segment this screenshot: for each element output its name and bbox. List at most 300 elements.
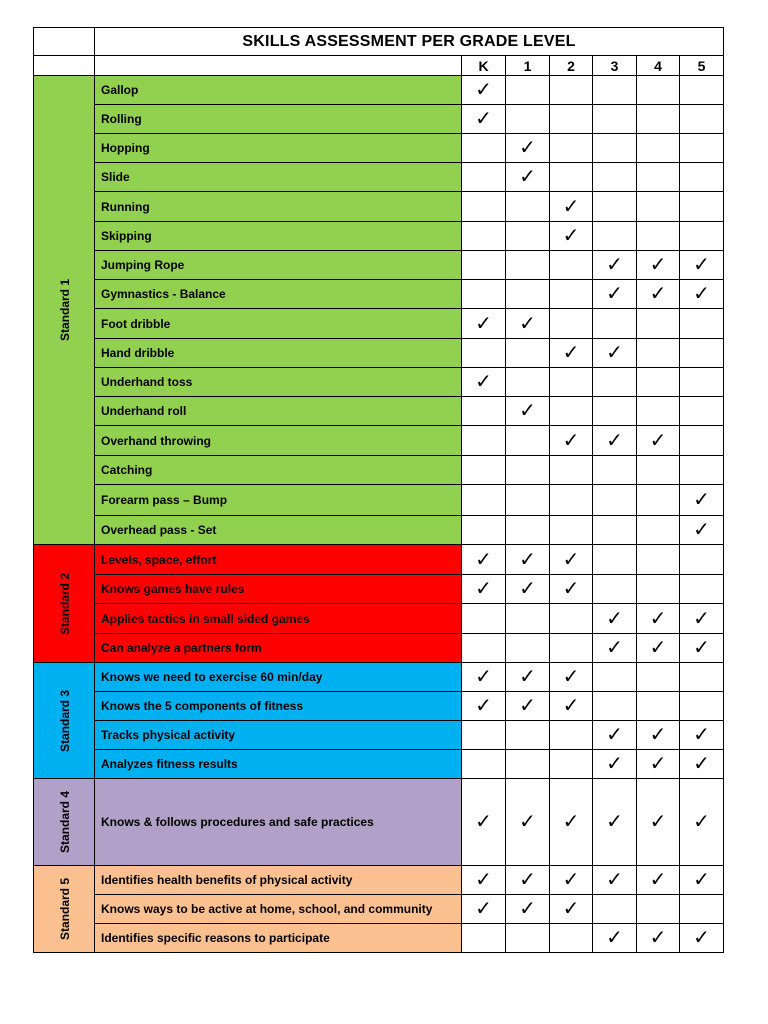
skill-name: Gymnastics - Balance xyxy=(95,280,462,309)
grade-cell-4 xyxy=(637,105,680,134)
grade-cell-2 xyxy=(550,485,593,516)
grade-cell-5 xyxy=(680,192,724,222)
grade-cell-3 xyxy=(593,692,637,721)
grade-cell-3 xyxy=(593,485,637,516)
title-row xyxy=(34,28,724,56)
grade-cell-3 xyxy=(593,895,637,924)
grade-cell-1 xyxy=(506,924,550,953)
grade-cell-4 xyxy=(637,339,680,368)
checkmark-icon: ✓ xyxy=(562,578,580,600)
grade-cell-1 xyxy=(506,339,550,368)
standard-3-label-cell xyxy=(34,663,95,779)
grade-cell-2 xyxy=(550,750,593,779)
checkmark-icon: ✓ xyxy=(693,869,710,891)
checkmark-icon: ✓ xyxy=(519,869,536,891)
checkmark-icon: ✓ xyxy=(606,429,623,452)
grade-cell-3 xyxy=(593,545,637,575)
grade-cell-1 xyxy=(506,368,550,397)
grade-cell-4 xyxy=(637,134,680,163)
checkmark-icon: ✓ xyxy=(475,548,492,571)
grade-cell-4 xyxy=(637,163,680,192)
standard-label: Standard 4 xyxy=(58,790,73,854)
skill-name: Applies tactics in small sided games xyxy=(95,604,462,634)
skill-row xyxy=(34,485,724,516)
grade-cell-1 xyxy=(506,105,550,134)
checkmark-icon: ✓ xyxy=(606,753,623,775)
grade-cell-3 xyxy=(593,604,637,634)
grade-cell-3 xyxy=(593,779,637,866)
grade-cell-2 xyxy=(550,222,593,251)
grade-cell-5 xyxy=(680,76,724,105)
grade-cell-4 xyxy=(637,895,680,924)
skill-name: Running xyxy=(95,192,462,222)
grade-cell-3 xyxy=(593,721,637,750)
checkmark-icon: ✓ xyxy=(606,869,623,891)
grade-cell-4 xyxy=(637,485,680,516)
grade-cell-4 xyxy=(637,309,680,339)
checkmark-icon: ✓ xyxy=(562,869,580,891)
grade-cell-k xyxy=(462,516,506,545)
grade-cell-4 xyxy=(637,397,680,426)
grade-cell-2 xyxy=(550,634,593,663)
skill-name: Hopping xyxy=(95,134,462,163)
checkmark-icon: ✓ xyxy=(606,283,623,305)
grade-cell-3 xyxy=(593,163,637,192)
checkmark-icon: ✓ xyxy=(519,312,536,335)
grade-cell-k xyxy=(462,485,506,516)
standard-4-label-cell xyxy=(34,779,95,866)
standard-label: Standard 5 xyxy=(58,877,73,941)
grade-cell-3 xyxy=(593,76,637,105)
checkmark-icon: ✓ xyxy=(693,927,710,949)
grade-cell-4 xyxy=(637,280,680,309)
grade-cell-1 xyxy=(506,426,550,456)
checkmark-icon: ✓ xyxy=(475,869,492,891)
skills-assessment-table xyxy=(33,27,724,953)
grade-cell-2 xyxy=(550,339,593,368)
checkmark-icon: ✓ xyxy=(475,79,492,101)
grade-cell-k xyxy=(462,222,506,251)
skill-row xyxy=(34,222,724,251)
checkmark-icon: ✓ xyxy=(475,898,492,920)
grade-cell-2 xyxy=(550,545,593,575)
grade-cell-2 xyxy=(550,692,593,721)
grade-cell-5 xyxy=(680,750,724,779)
skill-row xyxy=(34,163,724,192)
checkmark-icon: ✓ xyxy=(475,578,492,600)
grade-cell-k xyxy=(462,634,506,663)
skill-row xyxy=(34,545,724,575)
grade-cell-k xyxy=(462,192,506,222)
grade-cell-1 xyxy=(506,779,550,866)
standard-label: Standard 1 xyxy=(58,278,73,342)
grade-cell-k xyxy=(462,456,506,485)
grade-cell-3 xyxy=(593,634,637,663)
skill-row xyxy=(34,779,724,866)
grade-cell-2 xyxy=(550,309,593,339)
skill-name: Skipping xyxy=(95,222,462,251)
grade-cell-4 xyxy=(637,545,680,575)
standard-2-label-cell xyxy=(34,545,95,663)
grade-cell-2 xyxy=(550,866,593,895)
grade-cell-k xyxy=(462,339,506,368)
skill-name: Forearm pass – Bump xyxy=(95,485,462,516)
checkmark-icon: ✓ xyxy=(693,489,710,511)
grade-cell-5 xyxy=(680,663,724,692)
grade-cell-5 xyxy=(680,516,724,545)
grade-cell-4 xyxy=(637,692,680,721)
skill-name: Knows the 5 components of fitness xyxy=(95,692,462,721)
grade-cell-k xyxy=(462,368,506,397)
skill-name: Gallop xyxy=(95,76,462,105)
grade-cell-3 xyxy=(593,105,637,134)
grade-cell-3 xyxy=(593,251,637,280)
grade-cell-1 xyxy=(506,545,550,575)
grade-cell-5 xyxy=(680,604,724,634)
skill-row xyxy=(34,634,724,663)
grade-cell-2 xyxy=(550,779,593,866)
grade-cell-4 xyxy=(637,368,680,397)
grade-cell-k xyxy=(462,575,506,604)
grade-cell-4 xyxy=(637,251,680,280)
grade-cell-5 xyxy=(680,339,724,368)
skill-row xyxy=(34,575,724,604)
grade-cell-1 xyxy=(506,485,550,516)
grade-cell-5 xyxy=(680,134,724,163)
grade-cell-3 xyxy=(593,750,637,779)
grade-cell-3 xyxy=(593,280,637,309)
grade-header-1: 1 xyxy=(506,56,550,76)
checkmark-icon: ✓ xyxy=(606,637,623,659)
grade-cell-5 xyxy=(680,426,724,456)
grade-cell-2 xyxy=(550,76,593,105)
checkmark-icon: ✓ xyxy=(562,195,580,218)
standard-label: Standard 3 xyxy=(58,689,73,752)
skill-row xyxy=(34,516,724,545)
checkmark-icon: ✓ xyxy=(606,607,623,630)
grade-cell-4 xyxy=(637,634,680,663)
grade-cell-5 xyxy=(680,222,724,251)
grade-cell-1 xyxy=(506,76,550,105)
skill-row xyxy=(34,895,724,924)
checkmark-icon: ✓ xyxy=(475,811,492,833)
checkmark-icon: ✓ xyxy=(519,811,536,833)
grade-cell-k xyxy=(462,750,506,779)
skill-name: Underhand toss xyxy=(95,368,462,397)
skill-name: Identifies specific reasons to participate xyxy=(95,924,462,953)
grade-cell-4 xyxy=(637,192,680,222)
grade-cell-k xyxy=(462,604,506,634)
checkmark-icon: ✓ xyxy=(649,811,667,833)
grade-cell-2 xyxy=(550,924,593,953)
grade-cell-k xyxy=(462,163,506,192)
checkmark-icon: ✓ xyxy=(519,578,536,600)
skill-name: Rolling xyxy=(95,105,462,134)
standard-label: Standard 2 xyxy=(58,572,73,635)
skill-row xyxy=(34,76,724,105)
grade-cell-1 xyxy=(506,222,550,251)
grade-cell-2 xyxy=(550,663,593,692)
grade-cell-3 xyxy=(593,924,637,953)
grade-cell-4 xyxy=(637,575,680,604)
skill-name: Can analyze a partners form xyxy=(95,634,462,663)
grade-cell-2 xyxy=(550,604,593,634)
checkmark-icon: ✓ xyxy=(475,371,492,393)
grade-cell-2 xyxy=(550,575,593,604)
skill-row xyxy=(34,924,724,953)
skill-row xyxy=(34,663,724,692)
grade-cell-2 xyxy=(550,368,593,397)
grade-cell-5 xyxy=(680,545,724,575)
grade-header-row xyxy=(34,56,724,76)
checkmark-icon: ✓ xyxy=(519,695,536,717)
skill-name: Analyzes fitness results xyxy=(95,750,462,779)
grade-cell-1 xyxy=(506,895,550,924)
skill-row xyxy=(34,456,724,485)
skill-name: Knows ways to be active at home, school, and community xyxy=(95,895,462,924)
checkmark-icon: ✓ xyxy=(693,254,710,276)
grade-cell-2 xyxy=(550,192,593,222)
checkmark-icon: ✓ xyxy=(475,666,492,688)
grade-cell-1 xyxy=(506,721,550,750)
grade-cell-2 xyxy=(550,105,593,134)
grade-cell-3 xyxy=(593,192,637,222)
checkmark-icon: ✓ xyxy=(649,724,667,746)
skill-row xyxy=(34,134,724,163)
checkmark-icon: ✓ xyxy=(606,724,623,746)
skill-row xyxy=(34,368,724,397)
grade-cell-4 xyxy=(637,750,680,779)
checkmark-icon: ✓ xyxy=(649,429,667,452)
grade-cell-3 xyxy=(593,134,637,163)
grade-cell-5 xyxy=(680,309,724,339)
grade-cell-2 xyxy=(550,895,593,924)
grade-cell-k xyxy=(462,426,506,456)
checkmark-icon: ✓ xyxy=(649,927,667,949)
grade-cell-2 xyxy=(550,456,593,485)
grade-cell-4 xyxy=(637,456,680,485)
grade-cell-1 xyxy=(506,397,550,426)
grade-cell-4 xyxy=(637,721,680,750)
grade-cell-5 xyxy=(680,779,724,866)
checkmark-icon: ✓ xyxy=(562,429,580,452)
grade-cell-k xyxy=(462,309,506,339)
grade-cell-k xyxy=(462,397,506,426)
skill-row xyxy=(34,309,724,339)
checkmark-icon: ✓ xyxy=(562,225,580,247)
grade-cell-k xyxy=(462,692,506,721)
skill-header-cell xyxy=(95,56,462,76)
skill-row xyxy=(34,280,724,309)
grade-cell-k xyxy=(462,663,506,692)
checkmark-icon: ✓ xyxy=(649,254,667,276)
grade-header-2: 2 xyxy=(550,56,593,76)
grade-cell-1 xyxy=(506,604,550,634)
checkmark-icon: ✓ xyxy=(606,254,623,276)
grade-cell-k xyxy=(462,76,506,105)
grade-cell-3 xyxy=(593,575,637,604)
grade-cell-5 xyxy=(680,368,724,397)
grade-cell-1 xyxy=(506,134,550,163)
skill-name: Overhead pass - Set xyxy=(95,516,462,545)
grade-cell-k xyxy=(462,924,506,953)
grade-cell-3 xyxy=(593,516,637,545)
checkmark-icon: ✓ xyxy=(562,666,580,688)
grade-cell-k xyxy=(462,866,506,895)
skill-row xyxy=(34,192,724,222)
skill-row xyxy=(34,105,724,134)
skill-name: Overhand throwing xyxy=(95,426,462,456)
skill-name: Knows games have rules xyxy=(95,575,462,604)
grade-cell-k xyxy=(462,280,506,309)
grade-cell-2 xyxy=(550,134,593,163)
checkmark-icon: ✓ xyxy=(562,548,580,571)
checkmark-icon: ✓ xyxy=(606,927,623,949)
grade-cell-1 xyxy=(506,163,550,192)
checkmark-icon: ✓ xyxy=(693,637,710,659)
table-title: SKILLS ASSESSMENT PER GRADE LEVEL xyxy=(95,28,724,56)
checkmark-icon: ✓ xyxy=(649,283,667,305)
grade-cell-4 xyxy=(637,222,680,251)
skill-row xyxy=(34,750,724,779)
standard-1-label-cell xyxy=(34,76,95,545)
skill-name: Hand dribble xyxy=(95,339,462,368)
grade-header-4: 4 xyxy=(637,56,680,76)
skill-name: Slide xyxy=(95,163,462,192)
checkmark-icon: ✓ xyxy=(606,811,623,833)
checkmark-icon: ✓ xyxy=(649,637,667,659)
grade-cell-5 xyxy=(680,866,724,895)
grade-cell-5 xyxy=(680,895,724,924)
grade-cell-1 xyxy=(506,280,550,309)
grade-cell-5 xyxy=(680,105,724,134)
grade-cell-4 xyxy=(637,866,680,895)
checkmark-icon: ✓ xyxy=(693,724,710,746)
grade-cell-2 xyxy=(550,163,593,192)
grade-cell-1 xyxy=(506,456,550,485)
grade-cell-3 xyxy=(593,397,637,426)
grade-cell-1 xyxy=(506,251,550,280)
checkmark-icon: ✓ xyxy=(693,519,710,541)
grade-cell-1 xyxy=(506,750,550,779)
checkmark-icon: ✓ xyxy=(519,898,536,920)
grade-header-5: 5 xyxy=(680,56,724,76)
grade-cell-5 xyxy=(680,280,724,309)
grade-header-k: K xyxy=(462,56,506,76)
grade-cell-3 xyxy=(593,663,637,692)
grade-cell-5 xyxy=(680,575,724,604)
grade-cell-1 xyxy=(506,309,550,339)
grade-cell-4 xyxy=(637,426,680,456)
standard-5-label-cell xyxy=(34,866,95,953)
skill-name: Underhand roll xyxy=(95,397,462,426)
grade-cell-4 xyxy=(637,663,680,692)
grade-cell-2 xyxy=(550,426,593,456)
checkmark-icon: ✓ xyxy=(519,166,536,188)
skill-name: Knows & follows procedures and safe practices xyxy=(95,779,462,866)
checkmark-icon: ✓ xyxy=(519,548,536,571)
checkmark-icon: ✓ xyxy=(649,753,667,775)
grade-cell-1 xyxy=(506,663,550,692)
checkmark-icon: ✓ xyxy=(475,312,492,335)
grade-cell-k xyxy=(462,721,506,750)
skill-name: Catching xyxy=(95,456,462,485)
checkmark-icon: ✓ xyxy=(562,695,580,717)
skill-row xyxy=(34,721,724,750)
grade-cell-k xyxy=(462,895,506,924)
checkmark-icon: ✓ xyxy=(649,869,667,891)
skill-row xyxy=(34,426,724,456)
grade-cell-k xyxy=(462,545,506,575)
grade-cell-3 xyxy=(593,426,637,456)
checkmark-icon: ✓ xyxy=(562,811,580,833)
grade-cell-k xyxy=(462,134,506,163)
skill-row xyxy=(34,339,724,368)
grade-cell-5 xyxy=(680,485,724,516)
checkmark-icon: ✓ xyxy=(519,137,536,159)
grade-cell-1 xyxy=(506,516,550,545)
grade-cell-k xyxy=(462,105,506,134)
checkmark-icon: ✓ xyxy=(562,342,580,364)
grade-cell-5 xyxy=(680,924,724,953)
grade-cell-5 xyxy=(680,692,724,721)
skill-name: Tracks physical activity xyxy=(95,721,462,750)
grade-cell-k xyxy=(462,251,506,280)
grade-header-3: 3 xyxy=(593,56,637,76)
grade-cell-1 xyxy=(506,575,550,604)
grade-cell-2 xyxy=(550,280,593,309)
grade-cell-1 xyxy=(506,692,550,721)
checkmark-icon: ✓ xyxy=(475,108,492,130)
grade-cell-3 xyxy=(593,866,637,895)
skill-row xyxy=(34,397,724,426)
checkmark-icon: ✓ xyxy=(649,607,667,630)
grade-cell-3 xyxy=(593,222,637,251)
skill-row xyxy=(34,604,724,634)
checkmark-icon: ✓ xyxy=(606,342,623,364)
grade-cell-1 xyxy=(506,192,550,222)
grade-cell-4 xyxy=(637,516,680,545)
grade-cell-k xyxy=(462,779,506,866)
skill-name: Knows we need to exercise 60 min/day xyxy=(95,663,462,692)
grade-cell-2 xyxy=(550,397,593,426)
grade-cell-2 xyxy=(550,721,593,750)
grade-cell-5 xyxy=(680,456,724,485)
grade-cell-4 xyxy=(637,604,680,634)
grade-cell-2 xyxy=(550,516,593,545)
skill-row xyxy=(34,866,724,895)
grade-cell-5 xyxy=(680,721,724,750)
checkmark-icon: ✓ xyxy=(693,753,710,775)
grade-cell-3 xyxy=(593,456,637,485)
checkmark-icon: ✓ xyxy=(562,898,580,920)
grade-cell-4 xyxy=(637,779,680,866)
corner-cell-2 xyxy=(34,56,95,76)
grade-cell-5 xyxy=(680,634,724,663)
grade-cell-2 xyxy=(550,251,593,280)
skill-name: Foot dribble xyxy=(95,309,462,339)
checkmark-icon: ✓ xyxy=(693,283,710,305)
checkmark-icon: ✓ xyxy=(519,400,536,422)
skill-row xyxy=(34,692,724,721)
grade-cell-3 xyxy=(593,309,637,339)
checkmark-icon: ✓ xyxy=(693,607,710,630)
skill-row xyxy=(34,251,724,280)
grade-cell-1 xyxy=(506,866,550,895)
grade-cell-3 xyxy=(593,339,637,368)
skill-name: Jumping Rope xyxy=(95,251,462,280)
grade-cell-4 xyxy=(637,924,680,953)
